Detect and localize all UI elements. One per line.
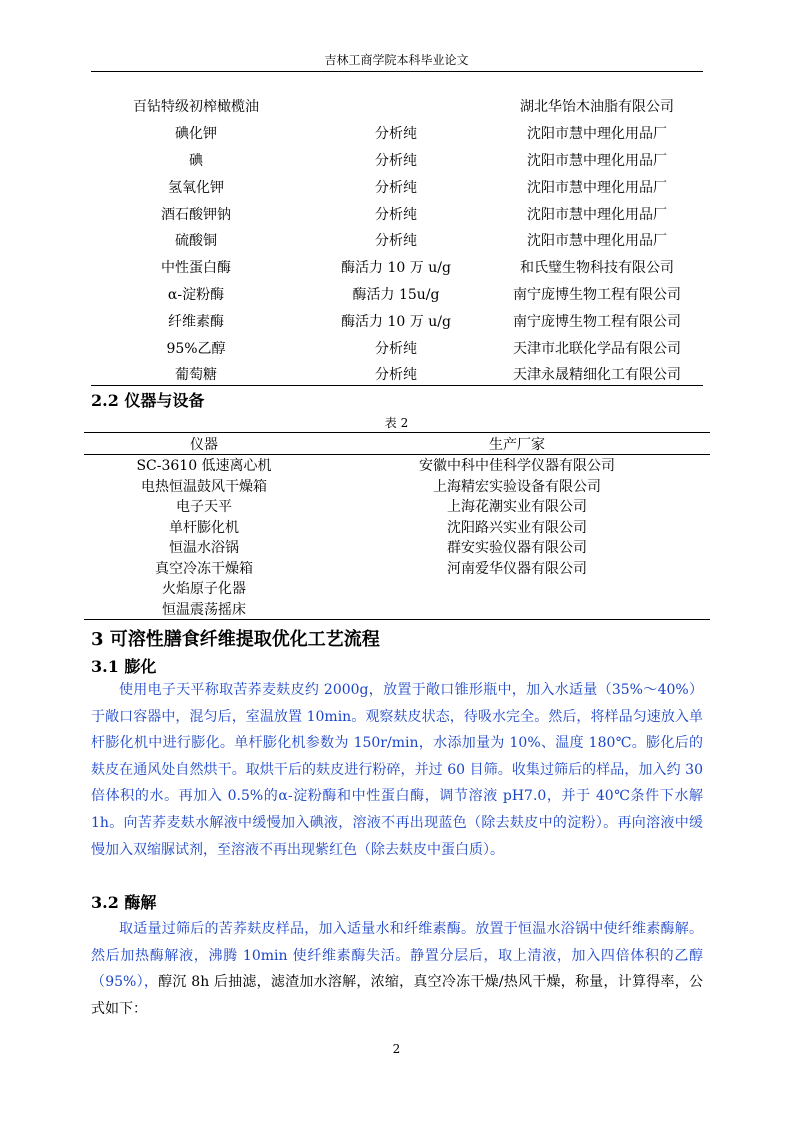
paragraph-3-2-plain: 醇沉 8h 后抽滤，滤渣加水溶解，浓缩，真空冷冻干燥/热风干燥，称量，计算得率，公式如下：	[91, 974, 703, 1017]
section-heading-3-1: 3.1 膨化	[91, 657, 157, 676]
reagent-grade-cell: 酶活力 15u/g	[352, 286, 440, 303]
reagent-grade-cell	[301, 93, 491, 120]
reagent-name-cell: α-淀粉酶	[167, 286, 225, 303]
table-row	[91, 361, 703, 388]
table-header-row	[84, 433, 710, 455]
instrument-name-cell: SC-3610 低速离心机	[136, 458, 272, 475]
instrument-name-cell: 真空冷冻干燥箱	[155, 560, 253, 577]
reagent-supplier-cell: 沈阳市慧中理化用品厂	[527, 206, 667, 223]
reagent-name-cell: 百钻特级初榨橄榄油	[133, 99, 259, 116]
reagent-supplier-cell: 天津永晟精细化工有限公司	[513, 367, 681, 384]
section-heading-3: 3 可溶性膳食纤维提取优化工艺流程	[91, 629, 380, 650]
section-heading-3-2: 3.2 酶解	[91, 893, 157, 912]
reagent-grade-cell: 酶活力 10 万 u/g	[341, 313, 451, 330]
reagents-table	[91, 93, 703, 388]
instrument-name-cell: 单杆膨化机	[169, 519, 239, 536]
page-number: 2	[392, 1042, 401, 1056]
manufacturer-cell	[324, 599, 710, 620]
paragraph-3-2	[91, 916, 703, 1022]
reagent-grade-cell: 分析纯	[375, 206, 417, 223]
running-header: 吉林工商学院本科毕业论文	[324, 53, 469, 67]
reagents-table-bottom-rule	[91, 385, 703, 386]
table-row	[91, 281, 703, 308]
table-row	[91, 254, 703, 281]
manufacturer-cell: 河南爱华仪器有限公司	[447, 560, 587, 577]
reagent-supplier-cell: 和氏璧生物科技有限公司	[520, 260, 674, 277]
manufacturer-cell: 安徽中科中佳科学仪器有限公司	[419, 458, 615, 475]
reagent-supplier-cell: 天津市北联化学品有限公司	[513, 340, 681, 357]
reagent-supplier-cell: 湖北华饴木油脂有限公司	[520, 99, 674, 116]
header-rule	[91, 71, 703, 72]
column-header-manufacturer: 生产厂家	[324, 433, 710, 455]
column-header-instrument: 仪器	[84, 433, 324, 455]
table-row	[91, 93, 703, 120]
reagent-supplier-cell: 沈阳市慧中理化用品厂	[527, 152, 667, 169]
instrument-name-cell: 电热恒温鼓风干燥箱	[141, 478, 267, 495]
table-row	[91, 334, 703, 361]
table-row	[84, 455, 710, 476]
table-row	[84, 578, 710, 599]
instrument-name-cell: 火焰原子化器	[162, 581, 246, 598]
reagent-grade-cell: 分析纯	[375, 179, 417, 196]
manufacturer-cell: 上海精宏实验设备有限公司	[433, 478, 601, 495]
table-row	[84, 558, 710, 579]
table-row	[84, 496, 710, 517]
reagent-name-cell: 95%乙醇	[166, 340, 226, 357]
reagent-name-cell: 碘	[189, 152, 203, 169]
table-row	[91, 307, 703, 334]
table-row	[91, 120, 703, 147]
section-heading-2-2: 2.2 仪器与设备	[91, 391, 205, 410]
manufacturer-cell: 上海花潮实业有限公司	[447, 499, 587, 516]
manufacturer-cell: 沈阳路兴实业有限公司	[447, 519, 587, 536]
reagent-name-cell: 纤维素酶	[168, 313, 224, 330]
reagent-name-cell: 中性蛋白酶	[161, 260, 231, 277]
table-row	[91, 200, 703, 227]
table-row	[84, 599, 710, 620]
manufacturer-cell: 群安实验仪器有限公司	[447, 540, 587, 557]
reagent-supplier-cell: 沈阳市慧中理化用品厂	[527, 126, 667, 143]
reagent-grade-cell: 分析纯	[375, 340, 417, 357]
instrument-name-cell: 电子天平	[176, 499, 232, 516]
reagent-grade-cell: 分析纯	[375, 126, 417, 143]
instruments-table	[84, 432, 710, 620]
reagent-name-cell: 硫酸铜	[175, 233, 217, 250]
table2-caption: 表 2	[384, 416, 409, 430]
table-row	[84, 517, 710, 538]
table-row	[84, 476, 710, 497]
reagent-grade-cell: 分析纯	[375, 367, 417, 384]
table-row	[91, 227, 703, 254]
reagent-name-cell: 碘化钾	[175, 126, 217, 143]
reagent-name-cell: 酒石酸钾钠	[161, 206, 231, 223]
reagent-name-cell: 葡萄糖	[175, 367, 217, 384]
table-row	[91, 147, 703, 174]
manufacturer-cell	[324, 578, 710, 599]
instrument-name-cell: 恒温震荡摇床	[162, 601, 246, 618]
reagent-supplier-cell: 沈阳市慧中理化用品厂	[527, 179, 667, 196]
table-row	[91, 173, 703, 200]
table-row	[84, 537, 710, 558]
instrument-name-cell: 恒温水浴锅	[169, 540, 239, 557]
reagent-supplier-cell: 南宁庞博生物工程有限公司	[513, 313, 681, 330]
paragraph-3-1: 使用电子天平称取苦荞麦麸皮约 2000g，放置于敞口锥形瓶中，加入水适量（35%～40%）于敞口容器中，混匀后，室温放置 10min。观察麸皮状态，待吸水完全。然后，将样品匀速放入单杆膨化机中进行膨化。单杆膨化机参数为 150r/min，水添加量为 10%、温度 180℃。膨化后的麸皮在通风处自然烘干。取烘干后的麸皮进行粉碎，并过 60 目筛。收集过筛后的样品，加入约 30 倍体积的水。再加入 0.5%的α-淀粉酶和中性蛋白酶，调节溶液 pH7.0，并于 40℃条件下水解 1h。向苦荞麦麸水解液中缓慢加入碘液，溶液不再出现蓝色（除去麸皮中的淀粉）。再向溶液中缓慢加入双缩脲试剂，至溶液不再出现紫红色（除去麸皮中蛋白质）。	[91, 682, 703, 858]
reagent-grade-cell: 分析纯	[375, 152, 417, 169]
paragraph-3-2-highlighted: 取适量过筛后的苦荞麸皮样品，加入适量水和纤维素酶。放置于恒温水浴锅中使纤维素酶解。然后加热酶解液，沸腾 10min 使纤维素酶失活。静置分层后，取上清液，加入四倍体积的乙醇（95%），	[91, 921, 703, 991]
reagent-supplier-cell: 沈阳市慧中理化用品厂	[527, 233, 667, 250]
reagent-supplier-cell: 南宁庞博生物工程有限公司	[513, 286, 681, 303]
reagent-grade-cell: 分析纯	[375, 233, 417, 250]
reagent-name-cell: 氢氧化钾	[168, 179, 224, 196]
reagent-grade-cell: 酶活力 10 万 u/g	[341, 260, 451, 277]
